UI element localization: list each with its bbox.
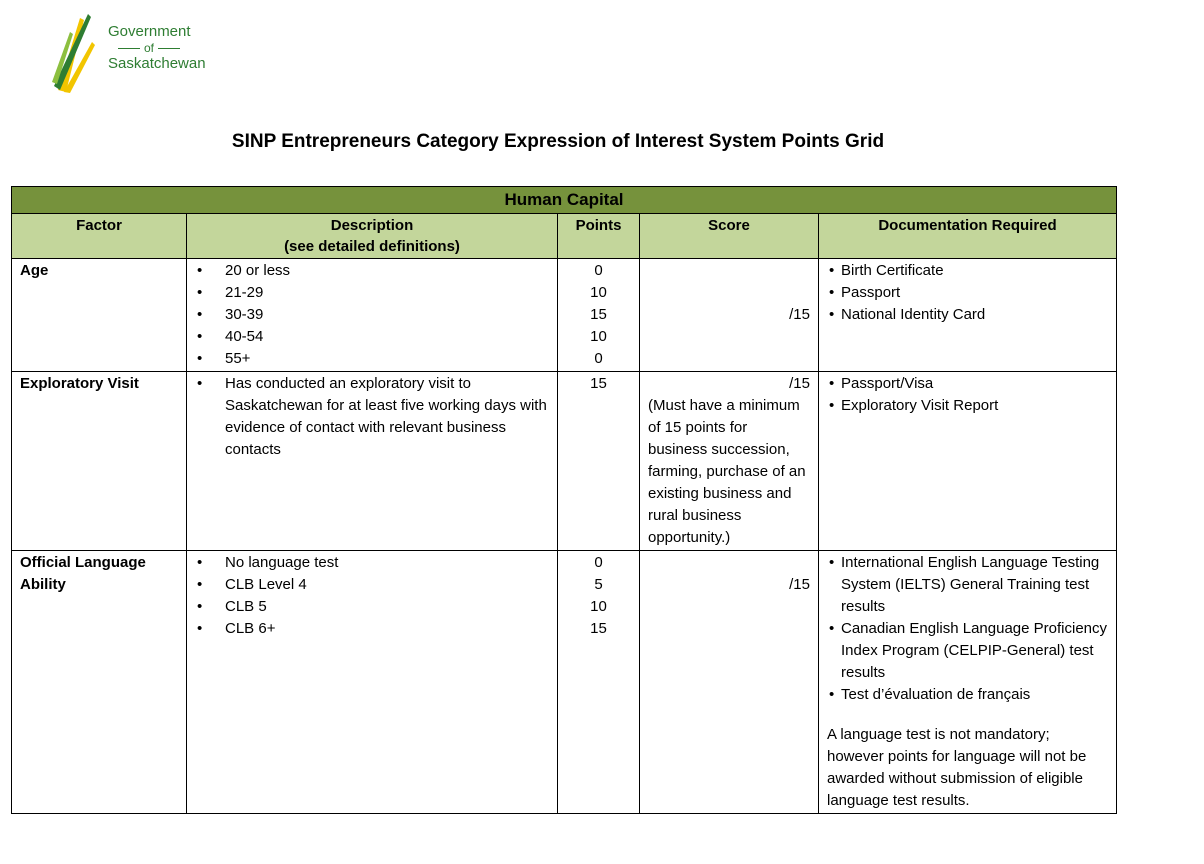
column-header-documentation: Documentation Required (819, 214, 1117, 259)
list-item: • Canadian English Language Proficiency Index Program (CELPIP-General) test results (827, 618, 1108, 684)
documentation-cell (819, 372, 1117, 551)
score-cell: /15 (640, 259, 819, 372)
table-row (12, 372, 1117, 551)
logo-line-of: of (108, 40, 206, 56)
column-header-points: Points (558, 214, 640, 259)
table-row (12, 551, 1117, 814)
list-item: • 20 or less (195, 260, 549, 282)
score-cell: /15 (Must have a minimum of 15 points for business succession, farming, purchase of an existing business and rural business opportunity.) (640, 372, 819, 551)
document-title: SINP Entrepreneurs Category Expression of Interest System Points Grid (231, 131, 885, 152)
column-header-description: Description (see detailed definitions) (187, 214, 558, 259)
points-grid-table (11, 186, 1117, 814)
documentation-cell (819, 259, 1117, 372)
list-item: • National Identity Card (827, 304, 1108, 326)
list-item: • 30-39 (195, 304, 549, 326)
column-header-score: Score (640, 214, 819, 259)
list-item: • Passport (827, 282, 1108, 304)
logo-line-saskatchewan: Saskatchewan (108, 55, 206, 72)
list-item: • CLB Level 4 (195, 574, 549, 596)
logo-line-government: Government (108, 23, 191, 40)
list-item: • 55+ (195, 348, 549, 370)
factor-cell: Exploratory Visit (12, 372, 187, 551)
points-cell: 0 5 10 15 (558, 551, 640, 814)
language-note: A language test is not mandatory; however points for language will not be awarded without submission of eligible language test results. (827, 726, 1087, 809)
factor-cell: Official Language Ability (12, 551, 187, 814)
description-cell (187, 259, 558, 372)
list-item: • International English Language Testing System (IELTS) General Training test results (827, 552, 1108, 618)
list-item: • 40-54 (195, 326, 549, 348)
list-item: • 21-29 (195, 282, 549, 304)
list-item: • CLB 5 (195, 596, 549, 618)
column-header-factor: Factor (12, 214, 187, 259)
section-header: Human Capital (12, 187, 1117, 214)
list-item: • Test d’évaluation de français (827, 684, 1108, 706)
description-cell (187, 372, 558, 551)
points-cell: 0 10 15 10 0 (558, 259, 640, 372)
factor-cell: Age (12, 259, 187, 372)
government-logo (50, 12, 240, 94)
description-cell (187, 551, 558, 814)
wheat-sheaf-logo-icon (50, 12, 110, 94)
list-item: • Birth Certificate (827, 260, 1108, 282)
list-item: • Passport/Visa (827, 373, 1108, 395)
table-row (12, 259, 1117, 372)
list-item: • No language test (195, 552, 549, 574)
list-item: • Has conducted an exploratory visit to Saskatchewan for at least five working days with evidence of contact with relevant business contacts (195, 373, 549, 461)
points-cell: 15 (558, 372, 640, 551)
score-cell: /15 (640, 551, 819, 814)
list-item: • Exploratory Visit Report (827, 395, 1108, 417)
list-item: • CLB 6+ (195, 618, 549, 640)
documentation-cell (819, 551, 1117, 814)
score-note: (Must have a minimum of 15 points for business succession, farming, purchase of an existing business and rural business opportunity.) (648, 397, 806, 546)
